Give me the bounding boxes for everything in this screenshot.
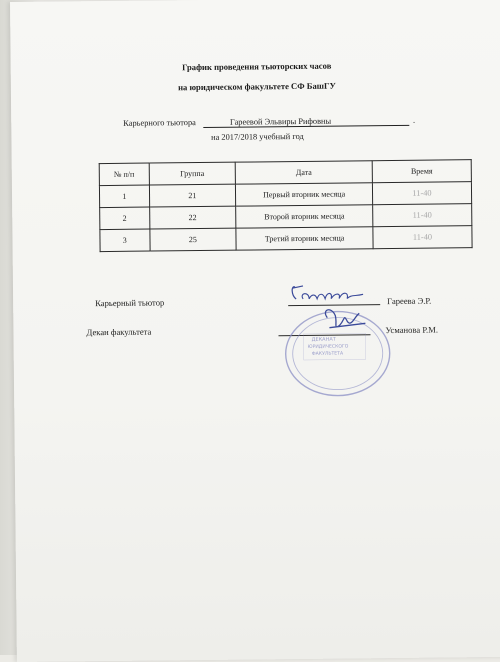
schedule-table: [99, 159, 473, 252]
cell-number: 3: [100, 229, 150, 252]
tutor-line: [123, 116, 415, 129]
document-title-line1: График проведения тьюторских часов: [181, 60, 332, 73]
dean-signed-name: Усманова Р.М.: [385, 324, 439, 336]
header-date: Дата: [235, 161, 372, 184]
cell-time: 11-40: [373, 226, 472, 249]
cell-number: 1: [99, 185, 149, 208]
cell-date: Первый вторник месяца: [236, 183, 373, 206]
cell-date: Третий вторник месяца: [236, 227, 373, 250]
header-group: Группа: [149, 162, 236, 185]
document-page: [10, 0, 500, 662]
document-title-line2: на юридическом факультете СФ БашГУ: [177, 80, 336, 93]
cell-number: 2: [100, 207, 150, 230]
tutor-role: Карьерный тьютор: [95, 297, 165, 309]
dean-role: Декан факультета: [86, 326, 152, 338]
academic-year: на 2017/2018 учебный год: [211, 131, 304, 142]
cell-group: 25: [149, 228, 236, 251]
svg-text:ДЕКАНАТ: ДЕКАНАТ: [311, 336, 336, 343]
cell-time: 11-40: [372, 182, 471, 205]
svg-text:ЮРИДИЧЕСКОГО: ЮРИДИЧЕСКОГО: [307, 344, 349, 350]
table-row: [100, 226, 472, 252]
svg-text:ФАКУЛЬТЕТА: ФАКУЛЬТЕТА: [311, 351, 344, 357]
tutor-signed-name: Гареева Э.Р.: [387, 295, 432, 307]
cell-group: 22: [149, 206, 236, 229]
header-number: № п/п: [99, 163, 149, 186]
tutor-prefix: Карьерного тьютора: [123, 118, 196, 128]
cell-time: 11-40: [373, 204, 472, 227]
cell-date: Второй вторник месяца: [236, 205, 373, 228]
header-time: Время: [372, 160, 471, 183]
faculty-stamp: [275, 303, 396, 400]
tutor-suffix: .: [412, 115, 416, 125]
cell-group: 21: [149, 184, 236, 207]
tutor-name: Гареевой Эльвиры Рифовны: [203, 116, 409, 128]
